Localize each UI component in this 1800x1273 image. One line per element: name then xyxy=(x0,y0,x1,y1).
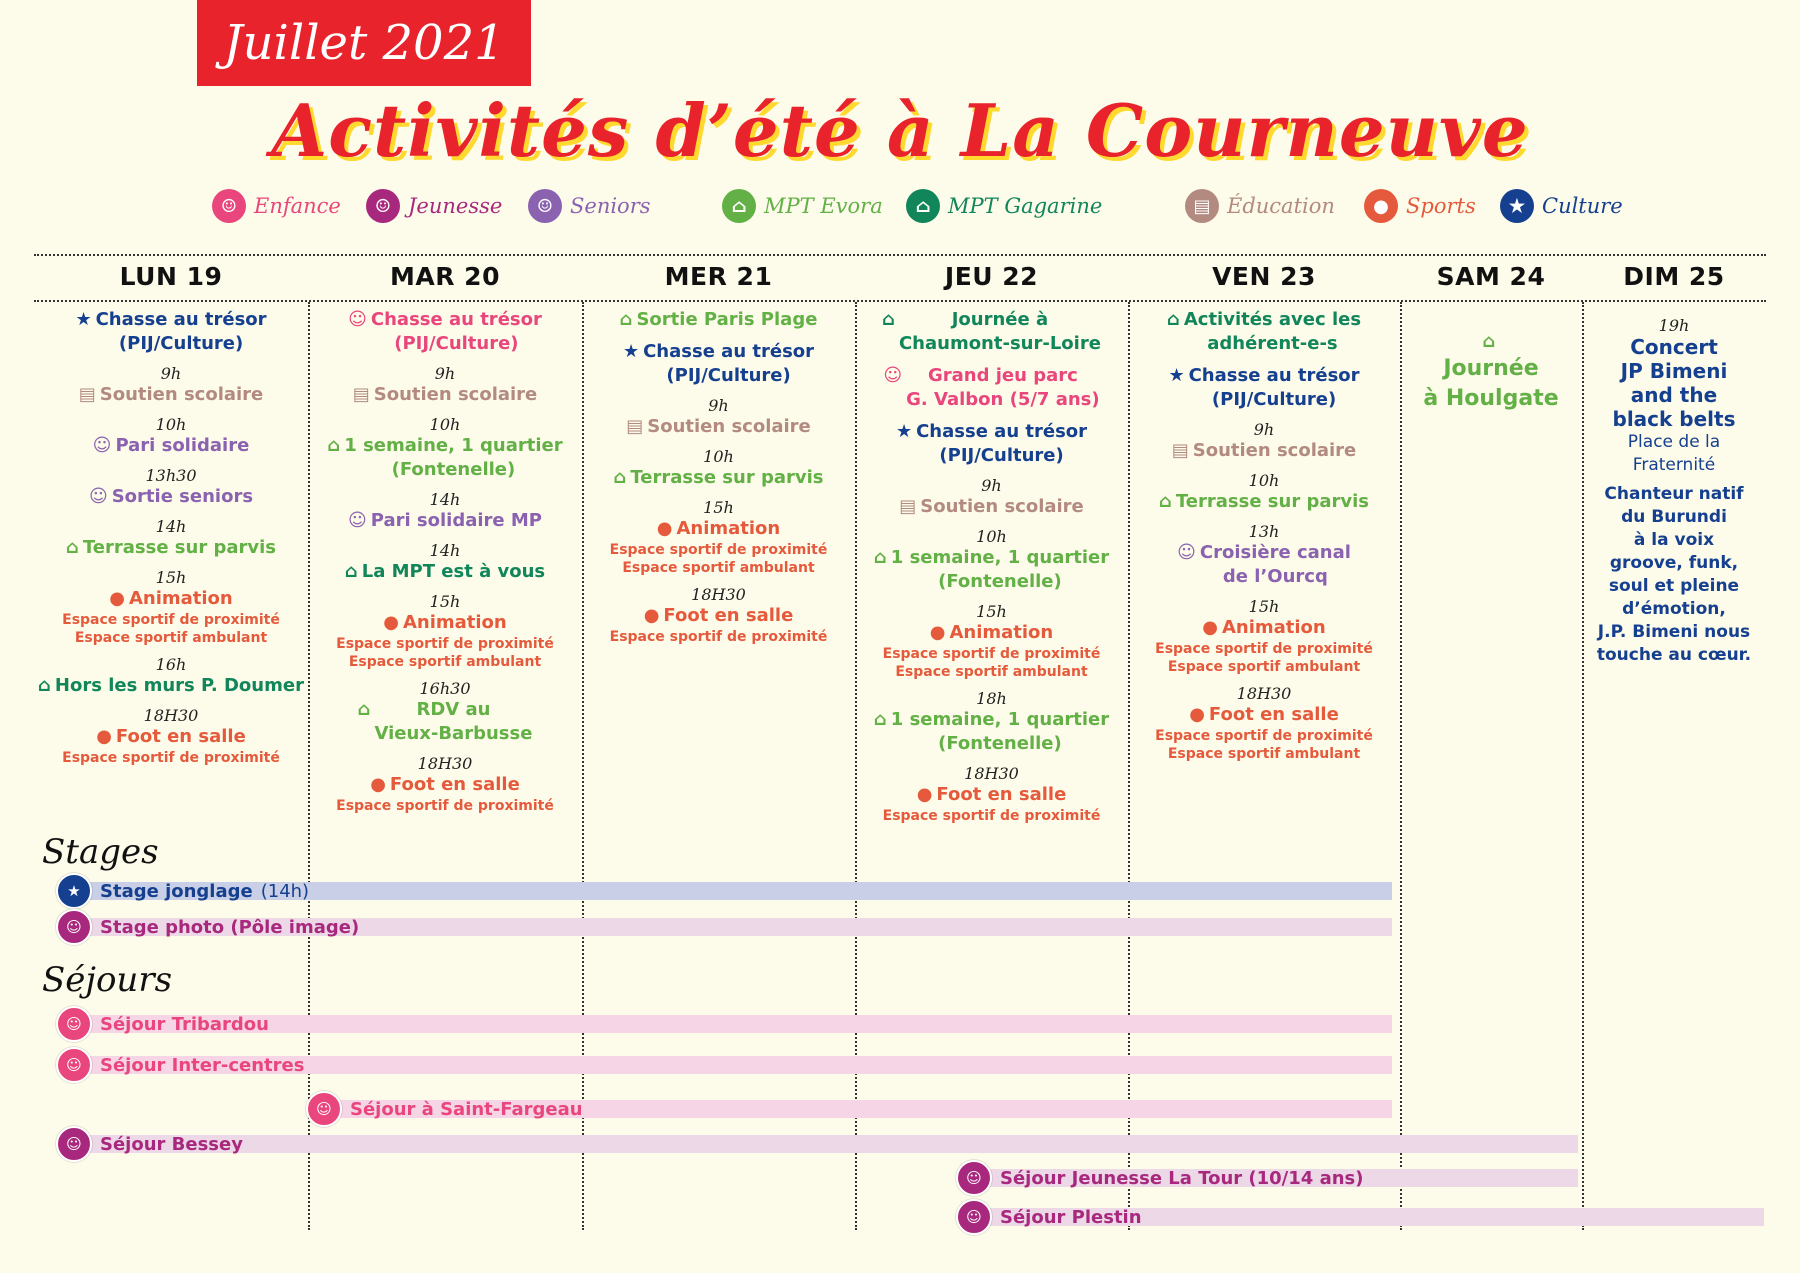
event-category-icon: ● xyxy=(96,726,112,747)
event-category-icon: ▤ xyxy=(1171,440,1189,461)
event-title: Animation xyxy=(949,622,1054,643)
event-title: Chasse au trésor (PIJ/Culture) xyxy=(916,421,1088,466)
sejour-label: Séjour Bessey xyxy=(100,1133,243,1155)
event-location: Espace sportif de proximité Espace sportif ambulant xyxy=(1155,728,1373,762)
event-category-icon: ▤ xyxy=(899,496,917,517)
stars-icon: ★ xyxy=(1500,189,1534,223)
legend-sports xyxy=(1364,186,1476,226)
youth-face-icon: ☺ xyxy=(956,1199,992,1235)
event-item xyxy=(614,447,824,490)
event-title-row xyxy=(75,308,266,356)
event-category-icon: ▤ xyxy=(78,384,96,405)
event-title-row xyxy=(370,773,520,797)
event-location: Espace sportif de proximité xyxy=(882,808,1101,824)
sejour-la-tour[interactable] xyxy=(956,1160,1363,1196)
event-category-icon: ▤ xyxy=(626,416,644,437)
event-title: Chasse au trésor (PIJ/Culture) xyxy=(95,309,267,354)
sejour-tribardou[interactable] xyxy=(56,1006,269,1042)
event-item xyxy=(896,420,1087,468)
legend-seniors xyxy=(528,186,651,226)
legend-enfance xyxy=(212,186,341,226)
event-title: 1 semaine, 1 quartier (Fontenelle) xyxy=(344,435,563,480)
event-item xyxy=(327,415,562,482)
event-title-row xyxy=(345,560,545,584)
event-time: 18H30 xyxy=(417,754,473,773)
event-category-icon: ☺ xyxy=(348,309,367,330)
event-location: Espace sportif de proximité xyxy=(609,629,828,645)
stage-jonglage[interactable] xyxy=(56,873,309,909)
event-category-icon: ⌂ xyxy=(327,435,341,456)
event-title: Animation xyxy=(402,612,507,633)
event-title: Soutien scolaire xyxy=(1192,440,1357,461)
ball-icon: ● xyxy=(1364,189,1398,223)
legend-jeunesse xyxy=(366,186,502,226)
event-time: 10h xyxy=(429,415,461,434)
day-column-mon xyxy=(36,308,306,775)
event-title: Terrasse sur parvis xyxy=(630,467,824,488)
event-item xyxy=(62,706,280,767)
event-category-icon: ● xyxy=(656,518,673,539)
event-category-icon: ☺ xyxy=(883,365,903,386)
legend-label: Éducation xyxy=(1227,194,1335,218)
event-title: Animation xyxy=(676,518,781,539)
event-title-row xyxy=(1168,364,1359,412)
event-category-icon: ☺ xyxy=(88,486,108,507)
stage-photo[interactable] xyxy=(56,909,359,945)
youth-face-icon: ☺ xyxy=(56,1126,92,1162)
page-title: Activités d’été à La Courneuve xyxy=(271,88,1529,173)
child-face-icon: ☺ xyxy=(306,1091,342,1127)
event-time: 14h xyxy=(429,490,461,509)
event-category-icon: ★ xyxy=(1168,365,1185,386)
day-header: SAM 24 xyxy=(1436,262,1546,291)
event-title-row xyxy=(930,621,1054,645)
house-icon: ⌂ xyxy=(722,189,756,223)
event-time: 18H30 xyxy=(143,706,199,725)
stage-label: Stage jonglage xyxy=(100,880,253,902)
event-item xyxy=(336,592,554,671)
event-time: 19h xyxy=(1658,316,1690,335)
event-title-row xyxy=(353,383,538,407)
event-item xyxy=(62,568,280,647)
event-time: 15h xyxy=(703,498,734,517)
event-title: Soutien scolaire xyxy=(373,384,538,405)
month-banner: Juillet 2021 xyxy=(197,0,531,86)
event-title-row xyxy=(614,466,824,490)
event-title-row xyxy=(883,364,1099,412)
stage-label: Stage photo (Pôle image) xyxy=(100,916,360,938)
book-icon: ▤ xyxy=(1185,189,1219,223)
event-title-row xyxy=(327,434,562,482)
event-title-row xyxy=(874,546,1109,594)
event-title: Chasse au trésor (PIJ/Culture) xyxy=(1188,365,1360,410)
event-item xyxy=(883,364,1099,412)
event-time: 10h xyxy=(976,527,1007,546)
event-category-icon: ⌂ xyxy=(873,547,887,568)
event-time: 14h xyxy=(429,541,461,560)
event-title: Croisière canal de l’Ourcq xyxy=(1199,542,1351,587)
event-item xyxy=(1423,330,1558,414)
day-header: JEU 22 xyxy=(944,262,1039,291)
child-face-icon: ☺ xyxy=(56,1006,92,1042)
event-time: 10h xyxy=(1248,471,1280,490)
event-title-row xyxy=(348,509,542,533)
event-title-row xyxy=(896,420,1087,468)
event-title-row xyxy=(109,587,233,611)
event-title: RDV au Vieux-Barbusse xyxy=(374,699,533,744)
event-title-row xyxy=(1189,703,1339,727)
event-item xyxy=(358,679,533,746)
event-category-icon: ☺ xyxy=(92,435,112,456)
concert-description: Chanteur natif du Burundi à la voix groove, funk, soul et pleine d’émotion, J.P. Bimeni nous touche au cœur. xyxy=(1596,484,1752,665)
event-title: Soutien scolaire xyxy=(647,416,811,437)
event-category-icon: ★ xyxy=(75,309,92,330)
sejour-inter-centres[interactable] xyxy=(56,1047,304,1083)
event-title-row xyxy=(1159,490,1369,514)
event-category-icon: ● xyxy=(916,784,933,805)
legend-education xyxy=(1185,186,1335,226)
event-location: Espace sportif de proximité xyxy=(62,750,280,766)
event-time: 18H30 xyxy=(1236,684,1292,703)
event-title-row xyxy=(1167,308,1361,356)
event-title: Hors les murs P. Doumer xyxy=(54,675,304,696)
day-column-tue xyxy=(310,308,580,823)
event-time: 9h xyxy=(1253,420,1275,439)
sejour-saint-fargeau[interactable] xyxy=(306,1091,583,1127)
event-category-icon: ● xyxy=(1202,617,1218,638)
sejour-label: Séjour à Saint-Fargeau xyxy=(350,1098,583,1120)
event-item xyxy=(89,466,253,509)
event-category-icon: ★ xyxy=(622,341,640,362)
day-header: MAR 20 xyxy=(390,262,500,291)
event-title: Foot en salle xyxy=(1208,704,1339,725)
event-title-row xyxy=(623,340,814,388)
event-category-icon: ▤ xyxy=(352,384,370,405)
day-column-thu xyxy=(857,308,1126,833)
youth-face-icon: ☺ xyxy=(56,909,92,945)
event-title-row xyxy=(1177,541,1351,589)
event-title-row xyxy=(348,308,542,356)
event-title: Terrasse sur parvis xyxy=(82,537,276,558)
event-title-row xyxy=(657,517,781,541)
event-item xyxy=(623,340,814,388)
event-item xyxy=(336,754,554,815)
event-item xyxy=(1172,420,1357,463)
event-item xyxy=(38,655,304,698)
event-item xyxy=(75,308,266,356)
event-category-icon: ⌂ xyxy=(1159,491,1172,512)
event-title: Soutien scolaire xyxy=(920,496,1084,517)
event-title-row xyxy=(626,415,811,439)
event-item xyxy=(93,415,250,458)
event-title: Animation xyxy=(1221,617,1326,638)
column-divider xyxy=(1400,302,1402,1230)
legend-label: MPT Evora xyxy=(764,194,883,218)
event-item xyxy=(883,764,1101,825)
event-title-row xyxy=(66,536,276,560)
sejour-plestin[interactable] xyxy=(956,1199,1142,1235)
concert-title: Concert JP Bimeni and the black belts xyxy=(1612,335,1736,431)
event-location: Espace sportif de proximité Espace sportif ambulant xyxy=(882,646,1101,680)
legend-label: Culture xyxy=(1542,194,1623,218)
event-time: 9h xyxy=(160,364,182,383)
sejour-bar xyxy=(72,1135,1578,1153)
event-time: 15h xyxy=(429,592,461,611)
legend-mpt-gagarine xyxy=(906,186,1102,226)
event-category-icon: ☺ xyxy=(347,510,367,531)
event-title: Foot en salle xyxy=(936,784,1067,805)
event-title-row xyxy=(38,674,304,698)
event-title: Activités avec les adhérent-e-s xyxy=(1183,309,1362,354)
legend-label: Jeunesse xyxy=(408,194,503,218)
event-item xyxy=(899,476,1084,519)
event-category-icon: ⌂ xyxy=(873,709,887,730)
event-category-icon: ● xyxy=(1189,704,1205,725)
event-time: 15h xyxy=(1248,597,1280,616)
event-title-row xyxy=(1172,439,1357,463)
event-item xyxy=(883,602,1101,681)
event-title-row xyxy=(96,725,246,749)
event-title-row xyxy=(644,604,794,628)
event-item xyxy=(874,689,1109,756)
event-category-icon: ☺ xyxy=(1177,542,1196,563)
day-column-sun xyxy=(1584,316,1764,667)
event-category-icon: ⌂ xyxy=(1482,331,1496,352)
event-location: Espace sportif de proximité Espace sportif ambulant xyxy=(1155,641,1373,675)
event-item xyxy=(1155,684,1373,763)
event-title-row xyxy=(383,611,507,635)
event-category-icon: ⌂ xyxy=(882,309,895,330)
event-title-row xyxy=(874,708,1109,756)
event-time: 18H30 xyxy=(964,764,1019,783)
event-item xyxy=(348,490,542,533)
event-title-row xyxy=(79,383,264,407)
event-title-row xyxy=(1423,330,1558,414)
event-title: Foot en salle xyxy=(389,774,520,795)
sejour-label: Séjour Tribardou xyxy=(100,1013,269,1035)
event-item xyxy=(1167,308,1361,356)
senior-face-icon: ☺ xyxy=(528,189,562,223)
sejour-label: Séjour Inter-centres xyxy=(100,1054,305,1076)
event-time: 10h xyxy=(155,415,187,434)
event-time: 15h xyxy=(976,602,1007,621)
event-category-icon: ● xyxy=(643,605,660,626)
event-location: Espace sportif de proximité Espace sportif ambulant xyxy=(336,636,554,670)
event-title: Terrasse sur parvis xyxy=(1175,491,1369,512)
day-header: DIM 25 xyxy=(1623,262,1725,291)
day-header: VEN 23 xyxy=(1212,262,1316,291)
event-item xyxy=(882,308,1101,356)
event-time: 13h30 xyxy=(145,466,197,485)
event-time: 18H30 xyxy=(691,585,746,604)
event-title-row xyxy=(89,485,253,509)
event-item xyxy=(353,364,538,407)
event-category-icon: ⌂ xyxy=(66,537,79,558)
youth-face-icon: ☺ xyxy=(956,1160,992,1196)
event-item xyxy=(610,585,828,646)
event-category-icon: ● xyxy=(370,774,386,795)
legend-culture xyxy=(1500,186,1623,226)
event-title: Chasse au trésor (PIJ/Culture) xyxy=(370,309,542,354)
day-header: LUN 19 xyxy=(119,262,223,291)
event-title: 1 semaine, 1 quartier (Fontenelle) xyxy=(890,709,1110,754)
event-time: 18h xyxy=(976,689,1007,708)
event-item xyxy=(626,396,811,439)
event-category-icon: ⌂ xyxy=(619,309,633,330)
event-location: Espace sportif de proximité Espace sportif ambulant xyxy=(609,542,828,576)
event-category-icon: ⌂ xyxy=(1166,309,1180,330)
event-title: Journée à Houlgate xyxy=(1423,356,1559,411)
event-category-icon: ⌂ xyxy=(344,561,358,582)
stars-icon: ★ xyxy=(56,873,92,909)
event-title-row xyxy=(620,308,818,332)
event-title: 1 semaine, 1 quartier (Fontenelle) xyxy=(890,547,1110,592)
legend-mpt-evora xyxy=(722,186,883,226)
concert-place: Place de la Fraternité xyxy=(1627,432,1721,475)
event-time: 14h xyxy=(155,517,187,536)
event-title: Journée à Chaumont-sur-Loire xyxy=(898,309,1101,354)
child-face-icon: ☺ xyxy=(56,1047,92,1083)
event-item xyxy=(1155,597,1373,676)
event-time: 10h xyxy=(703,447,734,466)
sejour-label: Séjour Plestin xyxy=(1000,1206,1142,1228)
event-title: Pari solidaire xyxy=(115,435,250,456)
stage-extra: (14h) xyxy=(260,880,310,902)
sejours-title: Séjours xyxy=(42,960,173,1000)
event-category-icon: ● xyxy=(383,612,399,633)
event-item xyxy=(1168,364,1359,412)
event-category-icon: ● xyxy=(929,622,946,643)
event-item xyxy=(1159,471,1369,514)
event-location: Espace sportif de proximité Espace sportif ambulant xyxy=(62,612,280,646)
event-category-icon: ★ xyxy=(895,421,913,442)
youth-face-icon: ☺ xyxy=(366,189,400,223)
event-title: Grand jeu parc G. Valbon (5/7 ans) xyxy=(906,365,1100,410)
stages-title: Stages xyxy=(42,832,159,872)
event-time: 16h xyxy=(155,655,187,674)
event-time: 16h30 xyxy=(419,679,471,698)
event-category-icon: ⌂ xyxy=(357,699,371,720)
top-divider xyxy=(34,254,1766,256)
legend-label: Seniors xyxy=(570,194,651,218)
event-item xyxy=(79,364,264,407)
event-item xyxy=(620,308,818,332)
event-time: 9h xyxy=(708,396,729,415)
event-title-row xyxy=(917,783,1067,807)
event-time: 15h xyxy=(155,568,187,587)
legend-label: MPT Gagarine xyxy=(948,194,1103,218)
day-column-fri xyxy=(1130,308,1398,771)
event-category-icon: ● xyxy=(109,588,125,609)
event-item xyxy=(1177,522,1351,589)
event-title: Animation xyxy=(128,588,233,609)
sejour-bar xyxy=(72,1015,1392,1033)
day-header: MER 21 xyxy=(664,262,773,291)
sejour-label: Séjour Jeunesse La Tour (10/14 ans) xyxy=(1000,1167,1364,1189)
day-column-sat xyxy=(1402,330,1580,422)
event-title-row xyxy=(882,308,1101,356)
event-title: Sortie Paris Plage xyxy=(636,309,818,330)
event-category-icon: ⌂ xyxy=(38,675,51,696)
legend-label: Sports xyxy=(1406,194,1476,218)
house-icon: ⌂ xyxy=(906,189,940,223)
event-item xyxy=(348,308,542,356)
event-item xyxy=(66,517,276,560)
event-title-row xyxy=(899,495,1084,519)
event-item xyxy=(874,527,1109,594)
event-title: La MPT est à vous xyxy=(361,561,546,582)
event-title-row xyxy=(93,434,250,458)
event-title-row xyxy=(358,698,533,746)
event-title: Chasse au trésor (PIJ/Culture) xyxy=(643,341,815,386)
event-time: 9h xyxy=(981,476,1002,495)
event-title: Soutien scolaire xyxy=(99,384,264,405)
event-title: Foot en salle xyxy=(663,605,794,626)
day-column-wed xyxy=(584,308,853,654)
sejour-bessey[interactable] xyxy=(56,1126,243,1162)
event-item xyxy=(610,498,828,577)
event-location: Espace sportif de proximité xyxy=(336,798,554,814)
event-time: 9h xyxy=(434,364,456,383)
child-face-icon: ☺ xyxy=(212,189,246,223)
event-title: Sortie seniors xyxy=(111,486,254,507)
event-title: Foot en salle xyxy=(115,726,246,747)
event-item xyxy=(345,541,545,584)
event-title-row xyxy=(1202,616,1326,640)
event-category-icon: ⌂ xyxy=(613,467,627,488)
legend-label: Enfance xyxy=(254,194,341,218)
event-time: 13h xyxy=(1248,522,1280,541)
event-title: Pari solidaire MP xyxy=(370,510,542,531)
header-divider xyxy=(34,300,1766,302)
